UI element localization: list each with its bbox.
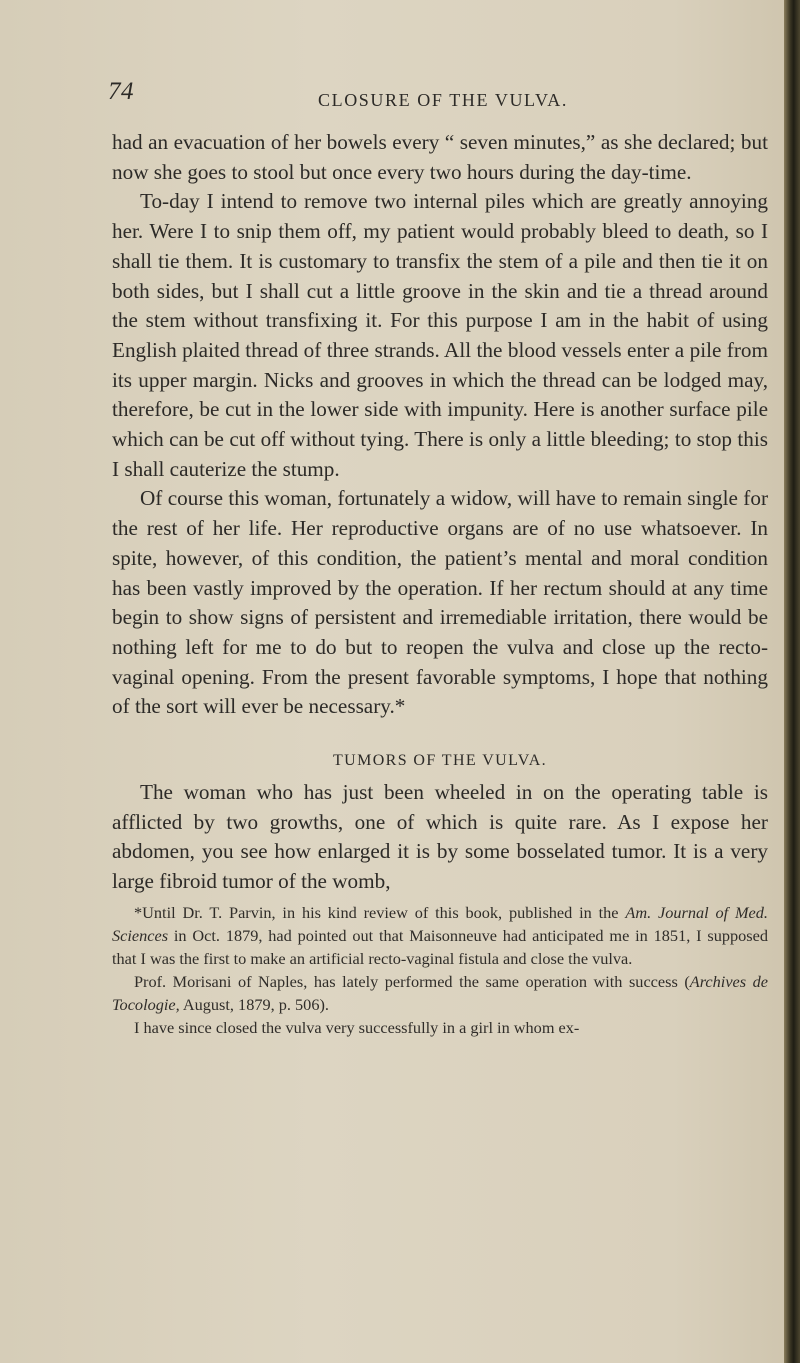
running-head: CLOSURE OF THE VULVA. [318,90,568,110]
paragraph-2: To-day I intend to remove two internal piles which are greatly annoying her. Were I to snip them off, my patient would probably bleed to death, so I shall tie them. It is customary to transfix the stem of a pile and then tie it on both sides, but I shall cut a little groove in the skin and tie a thread around the stem without transfixing it. For this purpose I am in the habit of using English plaited thread of three strands. All the blood vessels enter a pile from its upper margin. Nicks and grooves in which the thread can be lodged may, therefore, be cut in the lower side with impunity. Here is another surface pile which can be cut off without tying. There is only a little bleeding; to stop this I shall cauterize the stump. [112,189,768,481]
paragraph-3: Of course this woman, fortunately a widow, will have to remain single for the rest of her life. Her reproductive organs are of no use whatsoever. In spite, however, of this condition, the patient’s mental and moral condition has been vastly improved by the operation. If her rectum should at any time begin to show signs of persistent and irremediable irritation, there would be nothing left for me to do but to reopen the vulva and close up the recto-vaginal opening. From the present favorable symptoms, I hope that nothing of the sort will ever be necessary.* [112,486,768,719]
footnote-2-journal: Archives de Tocologie, [112,971,768,1014]
book-spine-edge [784,0,800,1363]
section-heading: TUMORS OF THE VULVA. [332,752,548,770]
footnote-3: I have since closed the vulva very successfully in a girl in whom ex- [134,1017,580,1037]
page-header [108,78,770,118]
footnote-1-text-a: *Until Dr. T. Parvin, in his kind review of this book, published in the [134,902,626,922]
page-number: 74 [108,78,134,105]
footnote-2-text-a: Prof. Morisani of Naples, has lately performed the same operation with success ( [134,971,690,991]
footnote-1-text-b: in Oct. 1879, had pointed out that Maisonneuve had anticipated me in 1851, I supposed that I was the first to make an artificial recto-vaginal fistula and close the vulva. [112,925,768,968]
footnote-1-journal: Am. Journal of Med. Sciences [112,902,768,945]
body-text [112,128,768,1039]
footnote-2-text-b: August, 1879, p. 506). [179,994,329,1014]
footnote-2 [112,970,768,1016]
footnote-1 [112,901,768,970]
footnotes [112,901,768,1039]
section-paragraph: The woman who has just been wheeled in on the operating table is afflicted by two growths, one of which is quite rare. As I expose her abdomen, you see how enlarged it is by some bosselated tumor. It is a very large fibroid tumor of the womb, [112,780,768,894]
paragraph-1: had an evacuation of her bowels every “ seven minutes,” as she declared; but now she goes to stool but once every two hours during the day-time. [112,130,768,184]
